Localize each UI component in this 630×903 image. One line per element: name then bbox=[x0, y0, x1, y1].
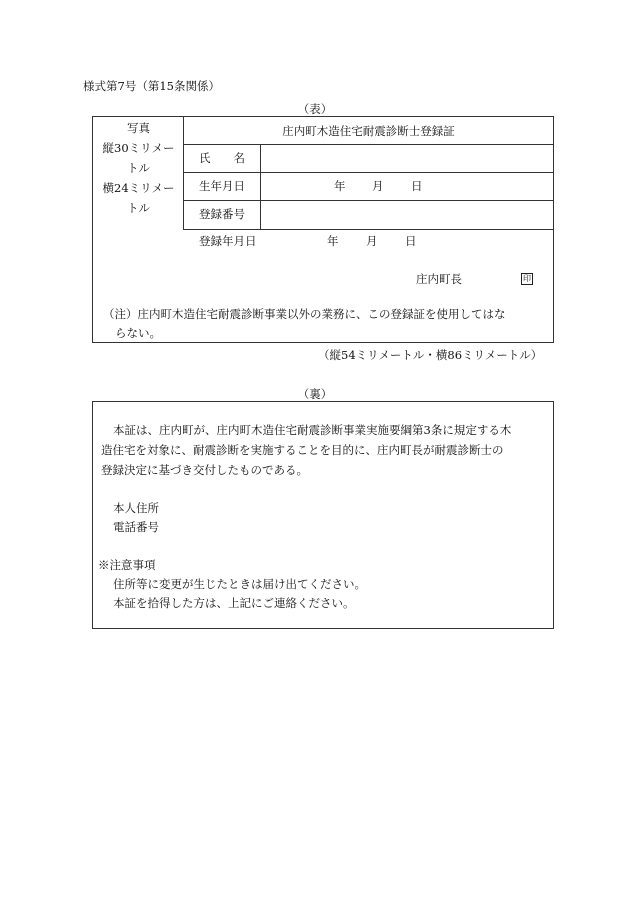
registration-number-label: 登録番号 bbox=[184, 201, 261, 229]
registration-date-label: 登録年月日 bbox=[199, 234, 257, 248]
notice-heading: ※注意事項 bbox=[98, 558, 156, 572]
birthdate-month: 月 bbox=[372, 179, 384, 193]
certificate-back bbox=[92, 401, 554, 629]
size-note: （縦54ミリメートル・横86ミリメートル） bbox=[318, 348, 543, 362]
form-number: 様式第7号（第15条関係） bbox=[83, 79, 220, 93]
birthdate-label: 生年月日 bbox=[184, 173, 261, 200]
seal-icon: 印 bbox=[523, 274, 531, 283]
birthdate-value bbox=[261, 173, 553, 200]
back-body-line-3: 登録決定に基づき交付したものである。 bbox=[101, 463, 308, 477]
back-body-line-1: 本証は、庄内町が、庄内町木造住宅耐震診断事業実施要綱第3条に規定する木 bbox=[113, 423, 512, 437]
phone-label: 電話番号 bbox=[113, 520, 159, 534]
back-body-line-2: 造住宅を対象に、耐震診断を実施することを目的に、庄内町長が耐震診断士の bbox=[101, 443, 504, 457]
registration-date-year: 年 bbox=[327, 234, 339, 248]
birthdate-row bbox=[184, 173, 553, 201]
name-label: 氏 名 bbox=[184, 145, 261, 172]
photo-height-label: 縦30ミリメー bbox=[102, 141, 175, 155]
notice-item: 住所等に変更が生じたときは届け出てください。 bbox=[113, 577, 366, 591]
registration-date-month: 月 bbox=[366, 234, 378, 248]
photo-height-unit: トル bbox=[127, 161, 150, 175]
birthdate-year: 年 bbox=[334, 179, 346, 193]
registration-date-day: 日 bbox=[405, 234, 417, 248]
note-line-1: （注）庄内町木造住宅耐震診断事業以外の業務に、この登録証を使用してはな bbox=[103, 307, 506, 321]
note-line-2: らない。 bbox=[115, 326, 161, 340]
photo-width-unit: トル bbox=[127, 201, 150, 215]
certificate-title: 庄内町木造住宅耐震診断士登録証 bbox=[184, 117, 553, 145]
notice-item: 本証を拾得した方は、上記にご連絡ください。 bbox=[113, 596, 355, 610]
photo-label: 写真 bbox=[127, 121, 150, 135]
back-side-label: （裏） bbox=[297, 387, 333, 401]
birthdate-day: 日 bbox=[411, 179, 423, 193]
registration-number-value bbox=[261, 201, 553, 229]
issuer: 庄内町長 bbox=[416, 272, 462, 286]
name-row bbox=[184, 145, 553, 173]
photo-width-label: 横24ミリメー bbox=[102, 181, 175, 195]
address-label: 本人住所 bbox=[113, 501, 159, 515]
front-side-label: （表） bbox=[297, 102, 333, 116]
registration-number-row bbox=[184, 201, 553, 230]
name-value bbox=[261, 145, 553, 172]
photo-area bbox=[93, 117, 184, 230]
certificate-front bbox=[92, 116, 554, 343]
